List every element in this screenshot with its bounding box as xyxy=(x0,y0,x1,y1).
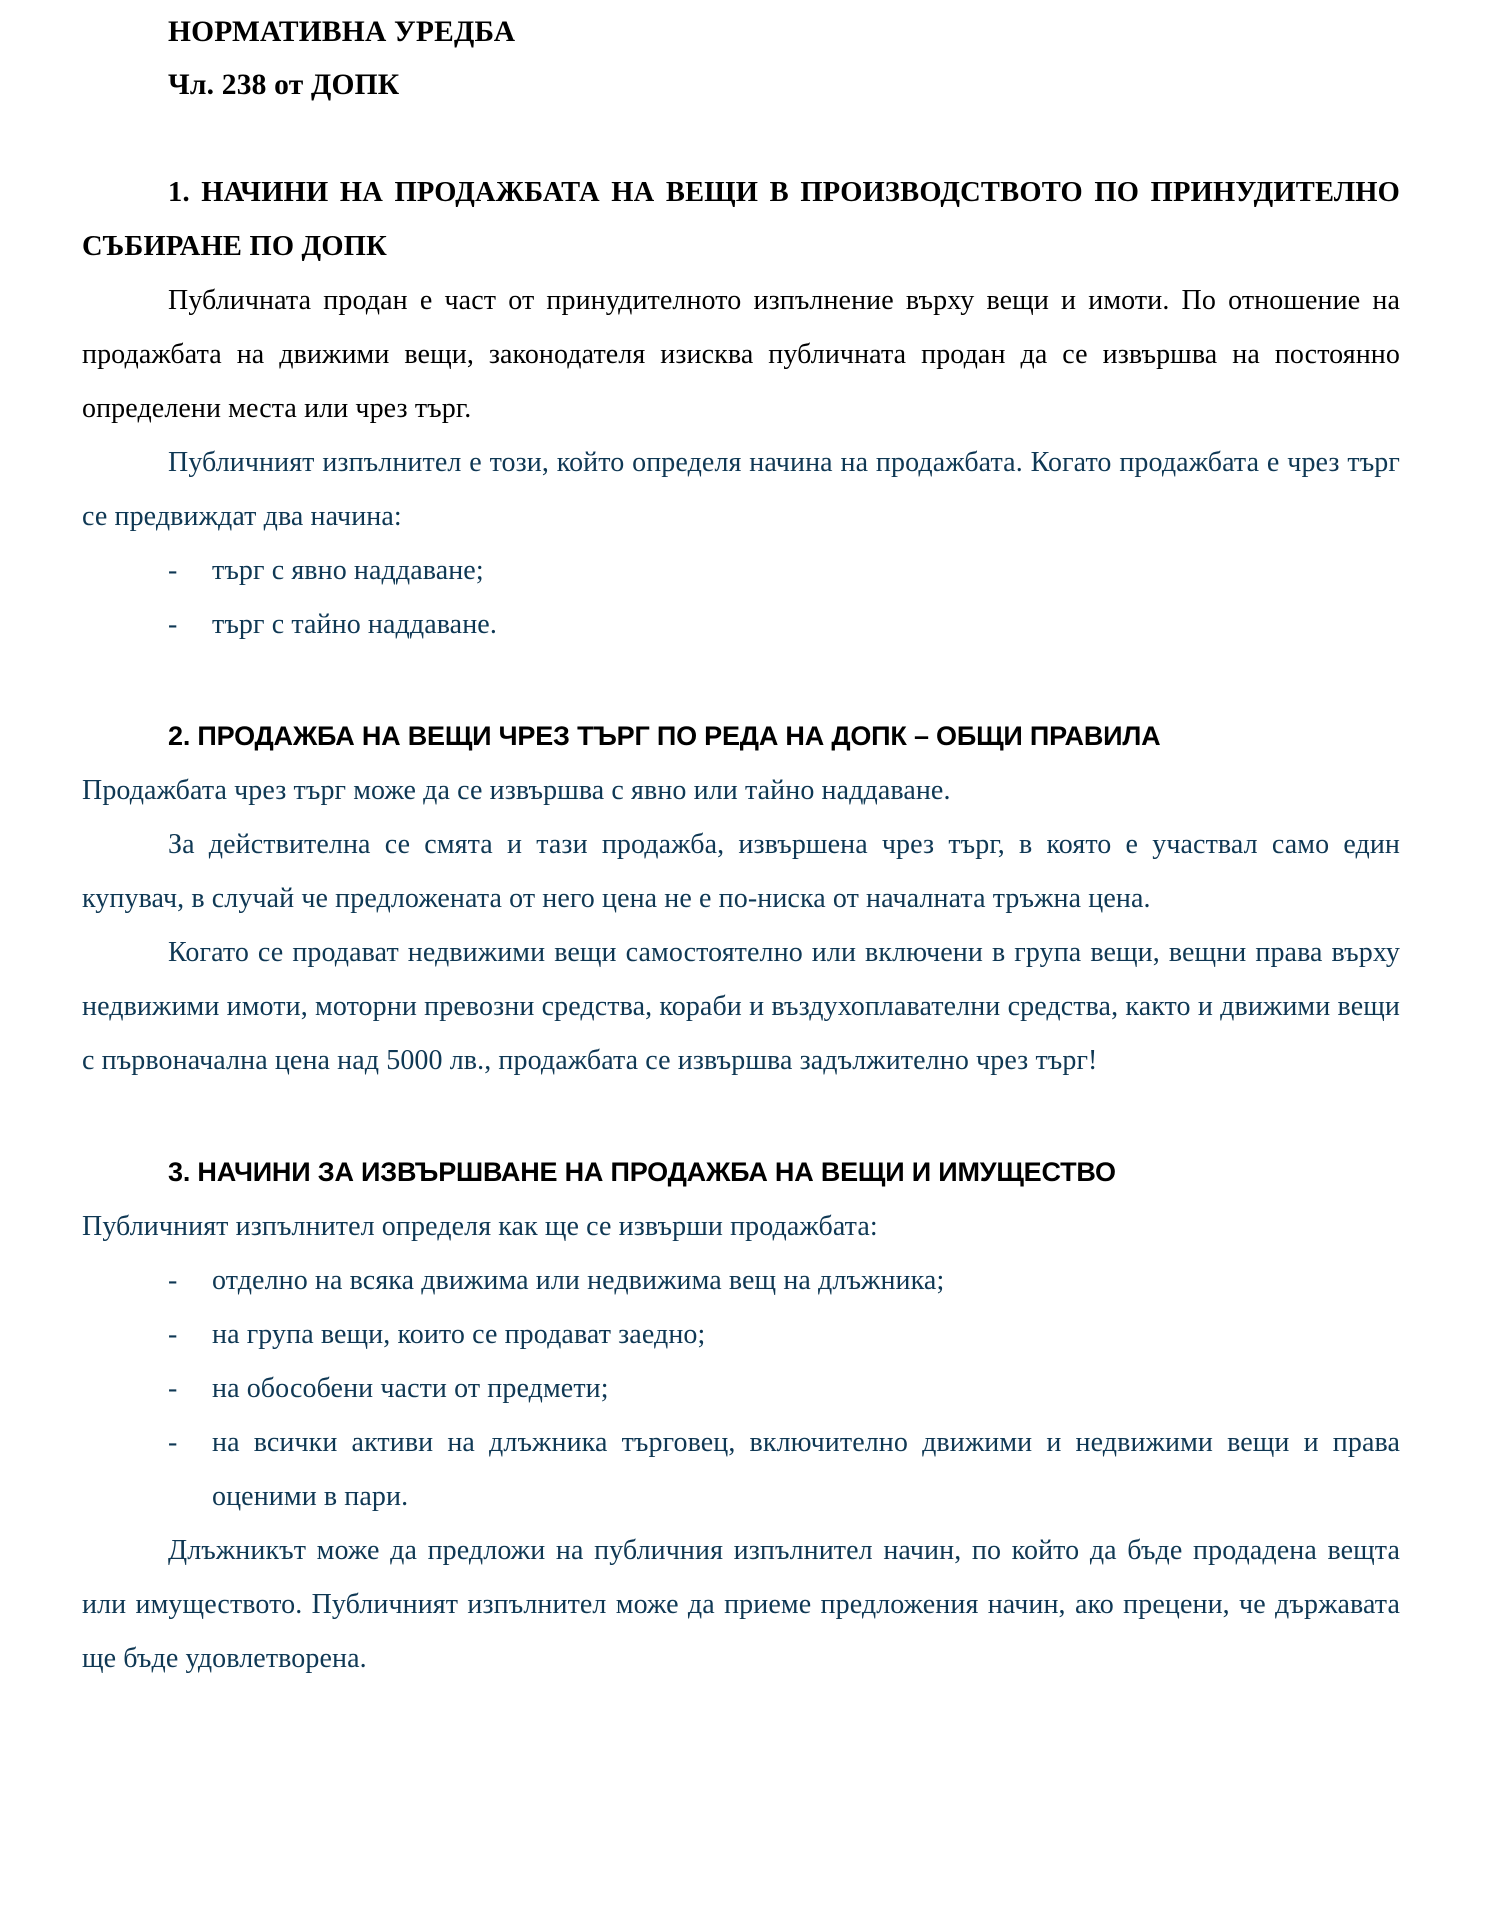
list-item-label: на група вещи, които се продават заедно; xyxy=(212,1319,706,1350)
bullet-dash-icon: - xyxy=(168,609,178,640)
section-3-heading: 3. НАЧИНИ ЗА ИЗВЪРШВАНЕ НА ПРОДАЖБА НА ВЕЩИ И ИМУЩЕСТВО xyxy=(168,1157,1116,1187)
section-1-heading: 1. НАЧИНИ НА ПРОДАЖБАТА НА ВЕЩИ В ПРОИЗВОДСТВОТО ПО ПРИНУДИТЕЛНО СЪБИРАНЕ ПО ДОПК xyxy=(82,177,1400,262)
section-spacer xyxy=(82,1088,1400,1152)
section-1-paragraph-1: Публичната продан е част от принудителното изпълнение върху вещи и имоти. По отношение на продажбата на движими вещи, законодателя изисква публичната продан да се извършва на постоянно определени места или чрез търг. xyxy=(82,285,1400,424)
bullet-dash-icon: - xyxy=(168,1319,178,1350)
section-spacer xyxy=(82,652,1400,716)
list-item-label: на обособени части от предмети; xyxy=(212,1373,609,1404)
list-item-label: търг с явно наддаване; xyxy=(212,555,484,586)
section-2-paragraph-1: Продажбата чрез търг може да се извършва с явно или тайно наддаване. xyxy=(82,775,951,806)
section-1-paragraph-2: Публичният изпълнител е този, който определя начина на продажбата. Когато продажбата е чрез търг се предвиждат два начина: xyxy=(82,447,1400,532)
list-item-label: търг с тайно наддаване. xyxy=(212,609,497,640)
list-item xyxy=(82,598,1400,652)
list-item xyxy=(82,1308,1400,1362)
document-subtitle: Чл. 238 от ДОПК xyxy=(168,69,400,101)
list-item-label: на всички активи на длъжника търговец, включително движими и недвижими вещи и права оценими в пари. xyxy=(212,1427,1400,1512)
bullet-dash-icon: - xyxy=(168,555,178,586)
list-item xyxy=(82,1362,1400,1416)
document-content xyxy=(82,0,1400,1686)
section-2-paragraph-2: За действителна се смята и тази продажба, извършена чрез търг, в която е участвал само един купувач, в случай че предложената от него цена не е по-ниска от началната тръжна цена. xyxy=(82,829,1400,914)
bullet-dash-icon: - xyxy=(168,1427,178,1458)
bullet-dash-icon: - xyxy=(168,1265,178,1296)
list-item xyxy=(82,1416,1400,1524)
list-item xyxy=(82,544,1400,598)
section-3-closing-paragraph: Длъжникът може да предложи на публичния изпълнител начин, по който да бъде продадена вещта или имуществото. Публичният изпълнител може да приеме предложения начин, ако прецени, че държавата ще бъде удовлетворена. xyxy=(82,1535,1400,1674)
section-2-heading: 2. ПРОДАЖБА НА ВЕЩИ ЧРЕЗ ТЪРГ ПО РЕДА НА ДОПК – ОБЩИ ПРАВИЛА xyxy=(168,721,1161,751)
section-3-bullet-list xyxy=(82,1254,1400,1524)
bullet-dash-icon: - xyxy=(168,1373,178,1404)
list-item xyxy=(82,1254,1400,1308)
section-2-paragraph-3: Когато се продават недвижими вещи самостоятелно или включени в група вещи, вещни права върху недвижими имоти, моторни превозни средства, кораби и въздухоплавателни средства, както и движими вещи с първоначална цена над 5000 лв., продажбата се извършва задължително чрез търг! xyxy=(82,937,1400,1076)
section-1-bullet-list xyxy=(82,544,1400,652)
document-title: НОРМАТИВНА УРЕДБА xyxy=(168,16,516,48)
list-item-label: отделно на всяка движима или недвижима вещ на длъжника; xyxy=(212,1265,945,1296)
section-3-paragraph-1: Публичният изпълнител определя как ще се извърши продажбата: xyxy=(82,1211,878,1242)
